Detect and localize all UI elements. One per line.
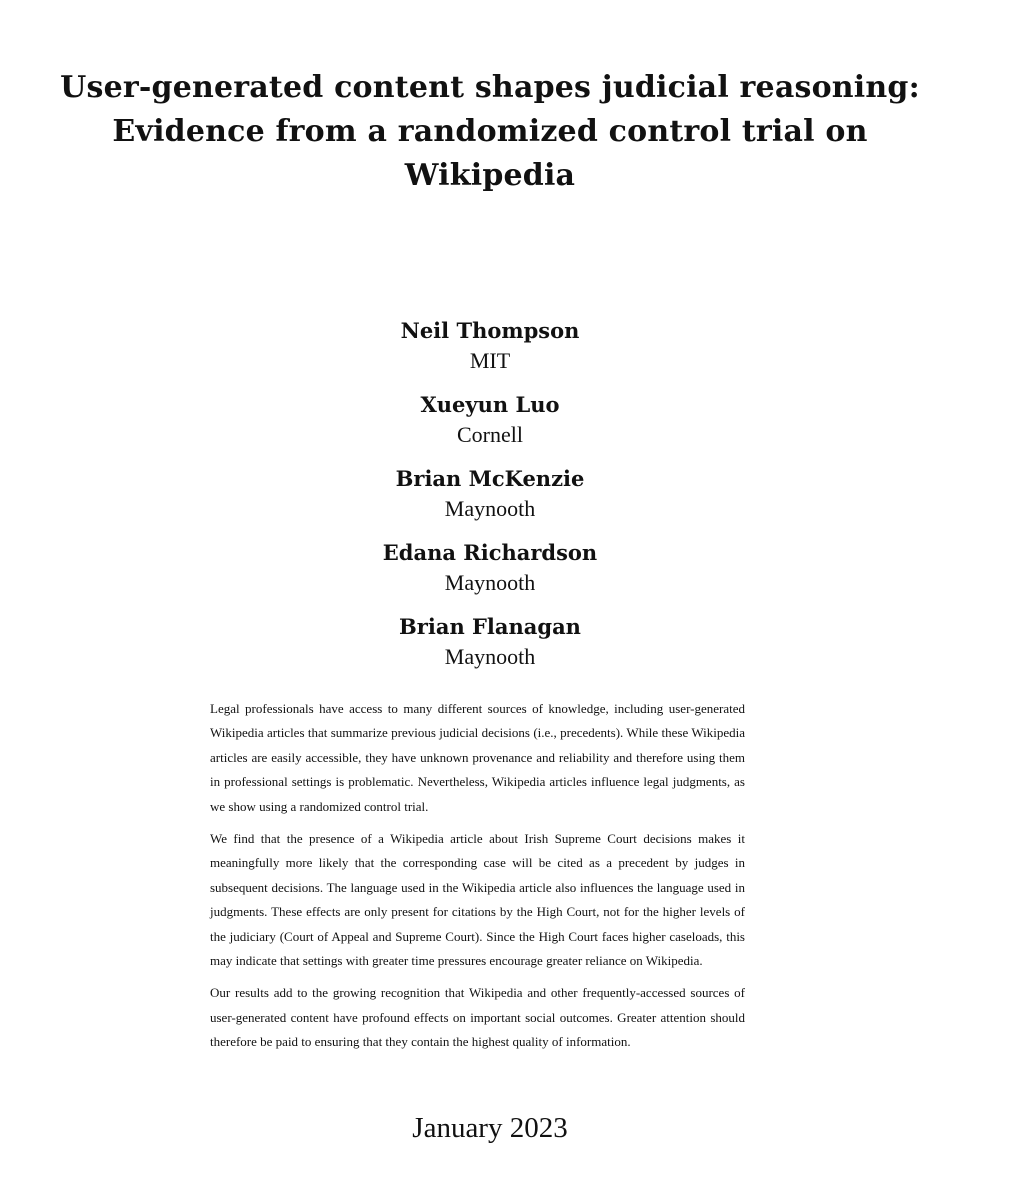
- paper-title: [0, 66, 980, 198]
- author-name: Neil Thompson: [400, 318, 580, 343]
- author-block: [0, 464, 980, 524]
- title-line: Wikipedia: [404, 158, 576, 193]
- abstract-paragraph: We find that the presence of a Wikipedia article about Irish Supreme Court decisions makes it meaningfully more likely that the corresponding case will be cited as a precedent by judges in subsequent decisions. The language used in the Wikipedia article also influences the language used in judgments. These effects are only present for citations by the High Court, not for the higher levels of the judiciary (Court of Appeal and Supreme Court). Since the High Court faces higher caseloads, this may indicate that settings with greater time pressures encourage greater reliance on Wikipedia.: [210, 831, 745, 969]
- author-affiliation: Maynooth: [444, 644, 536, 669]
- author-block: [0, 316, 980, 376]
- author-name: Brian McKenzie: [395, 466, 585, 491]
- author-affiliation: Cornell: [457, 422, 523, 447]
- author-affiliation: MIT: [469, 348, 511, 373]
- author-block: [0, 538, 980, 598]
- author-name: Brian Flanagan: [399, 614, 581, 639]
- abstract: [210, 697, 745, 1063]
- abstract-paragraph: Our results add to the growing recognition that Wikipedia and other frequently-accessed sources of user-generated content have profound effects on important social outcomes. Greater attention should therefore be paid to ensuring that they contain the highest quality of information.: [210, 985, 745, 1050]
- abstract-paragraph: Legal professionals have access to many different sources of knowledge, including user-generated Wikipedia articles that summarize previous judicial decisions (i.e., precedents). While these Wikipedia articles are easily accessible, they have unknown provenance and reliability and therefore using them in professional settings is problematic. Nevertheless, Wikipedia articles influence legal judgments, as we show using a randomized control trial.: [210, 701, 745, 814]
- author-affiliation: Maynooth: [444, 570, 536, 595]
- author-affiliation: Maynooth: [444, 496, 536, 521]
- author-block: [0, 390, 980, 450]
- title-line: User-generated content shapes judicial reasoning:: [60, 70, 920, 105]
- author-name: Edana Richardson: [382, 540, 598, 565]
- author-name: Xueyun Luo: [420, 392, 560, 417]
- title-line: Evidence from a randomized control trial on: [112, 114, 868, 149]
- publication-date: January 2023: [412, 1112, 568, 1144]
- author-list: [0, 316, 980, 686]
- author-block: [0, 612, 980, 672]
